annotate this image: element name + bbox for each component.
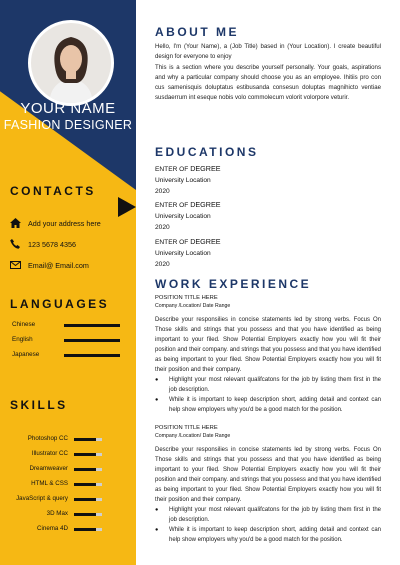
contacts-heading: CONTACTS (10, 184, 96, 198)
skill-track (74, 438, 102, 441)
job-entry (155, 294, 381, 415)
skill-fill (74, 438, 96, 441)
contact-phone (8, 237, 76, 251)
languages-heading: LANGUAGES (10, 297, 110, 311)
about-body: This is a section where you describe yourself personally. Your goals, aspirations and why a particular company should choose you as an employee. Ihitiis pro con cus samenisquis doluptatus estibusanda consesun doluptas magnihicto ventiae susdaerrum int eseque nobis volo commolecum volorit volorpore veturir. (155, 64, 381, 101)
job-company: Company /Location/ Date Range (155, 433, 231, 439)
skill-item (8, 449, 126, 459)
contact-address (8, 216, 101, 230)
language-bar (64, 339, 120, 342)
job-description: Describe your responsilies in concise statements led by strong verbs. Focus On Those skills and strings that you possess and that you have identified as being important to your filed. Show Potential Employers exactly how you will fit their position and their company. and strings that you possess and that you have identified as being important to your filed. Show Potential Employers exactly how you will fit their position and their company. (155, 447, 381, 503)
job-description: Describe your responsilies in concise statements led by strong verbs. Focus On Those skills and strings that you possess and that you have identified as being important to your filed. Show Potential Employers exactly how you will fit their position and their company. and strings that you possess and that you have identified as being important to your filed. Show Potential Employers exactly how you will fit their position and their company. (155, 317, 381, 373)
skill-track (74, 453, 102, 456)
profile-title: FASHION DESIGNER (3, 118, 133, 132)
job-position: POSITION TITLE HERE (155, 425, 218, 431)
language-bar (64, 354, 120, 357)
job-entry (155, 424, 381, 545)
education-year: 2020 (155, 188, 170, 195)
skill-label: Photoshop CC (27, 435, 68, 442)
education-location: University Location (155, 177, 211, 184)
job-position: POSITION TITLE HERE (155, 295, 218, 301)
job-bullet: ● While it is important to keep description short, adding detail and context can help show employers why you'd be a good match for the position. (155, 395, 381, 415)
skill-label: Dreamweaver (29, 465, 68, 472)
education-degree: DEGREE (190, 200, 221, 209)
skills-heading: SKILLS (10, 398, 68, 412)
address-text: Add your address here (28, 218, 101, 228)
education-year: 2020 (155, 224, 170, 231)
home-icon (8, 216, 22, 230)
about-intro: Hello, I'm (Your Name), a (Job Title) based in (Your Location). I create beautiful design for everyone to enjoy (155, 43, 381, 60)
skill-track (74, 528, 102, 531)
skill-track (74, 483, 102, 486)
skill-track (74, 513, 102, 516)
language-label: Japanese (12, 351, 40, 358)
language-label: Chinese (12, 321, 36, 328)
skill-label: HTML & CSS (31, 480, 68, 487)
contact-email[interactable] (8, 258, 89, 272)
skill-item (8, 524, 126, 534)
phone-icon (8, 237, 22, 251)
work-heading: WORK EXPERIENCE (155, 277, 312, 291)
skill-fill (74, 453, 96, 456)
skill-fill (74, 468, 96, 471)
job-bullets (155, 375, 381, 415)
skill-label: 3D Max (46, 510, 68, 517)
skill-item (8, 509, 126, 519)
job-bullet: ● Highlight your most relevant qualifcatons for the job by listing them first in the job description. (155, 505, 381, 525)
education-prefix: ENTER OF (155, 166, 189, 173)
skill-item (8, 434, 126, 444)
phone-text: 123 5678 4356 (28, 239, 76, 249)
language-item (12, 320, 124, 330)
language-label: English (12, 336, 33, 343)
job-bullet: ● Highlight your most relevant qualifcatons for the job by listing them first in the job description. (155, 375, 381, 395)
skill-fill (74, 483, 96, 486)
language-bar (64, 324, 120, 327)
job-bullet: ● While it is important to keep description short, adding detail and context can help show employers why you'd be a good match for the position. (155, 525, 381, 545)
education-prefix: ENTER OF (155, 239, 189, 246)
profile-photo (28, 20, 114, 106)
skill-item (8, 494, 126, 504)
about-heading: ABOUT ME (155, 25, 239, 39)
education-item (155, 236, 221, 270)
skill-item (8, 464, 126, 474)
skill-track (74, 468, 102, 471)
education-item (155, 163, 221, 197)
education-degree: DEGREE (190, 237, 221, 246)
language-item (12, 350, 124, 360)
educations-heading: EDUCATIONS (155, 145, 259, 159)
skill-item (8, 479, 126, 489)
education-location: University Location (155, 213, 211, 220)
education-year: 2020 (155, 261, 170, 268)
mail-icon (8, 258, 22, 272)
language-item (12, 335, 124, 345)
job-bullets (155, 505, 381, 545)
skill-label: JavaScript & query (16, 495, 68, 502)
profile-name: YOUR NAME (20, 100, 116, 117)
job-company: Company /Location/ Date Range (155, 303, 231, 309)
skill-fill (74, 528, 96, 531)
education-prefix: ENTER OF (155, 202, 189, 209)
email-text[interactable]: Email@ Email.com (28, 260, 89, 270)
triangle-marker (118, 197, 136, 217)
skill-label: Cinema 4D (37, 525, 68, 532)
education-degree: DEGREE (190, 164, 221, 173)
skill-label: Illustrator CC (31, 450, 68, 457)
education-item (155, 199, 221, 233)
skill-fill (74, 513, 96, 516)
skill-fill (74, 498, 96, 501)
education-location: University Location (155, 250, 211, 257)
skill-track (74, 498, 102, 501)
